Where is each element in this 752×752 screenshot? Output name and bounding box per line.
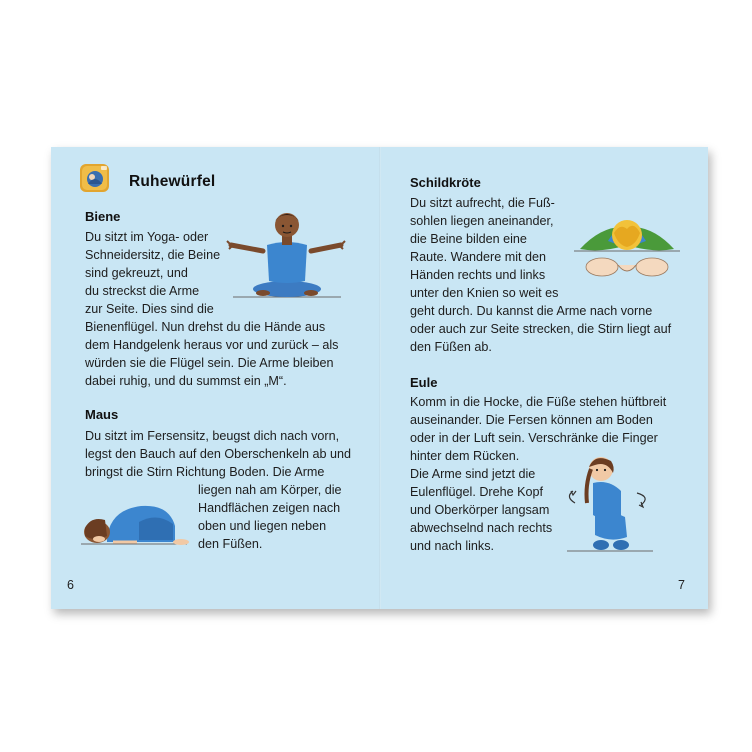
eule-line: hinter dem Rücken. (410, 449, 520, 463)
page-number-left: 6 (67, 578, 74, 592)
heading-eule: Eule (410, 375, 438, 390)
maus-line: bringst die Stirn Richtung Boden. Die Arme (85, 465, 325, 479)
maus-line: den Füßen. (198, 537, 263, 551)
schildkroete-line: Raute. Wandere mit den (410, 250, 547, 264)
biene-line: Schneidersitz, die Beine (85, 248, 221, 262)
dice-icon (79, 162, 111, 194)
biene-line: zur Seite. Dies sind die (85, 302, 214, 316)
eule-line: Die Arme sind jetzt die (410, 467, 536, 481)
maus-line: liegen nah am Körper, die (198, 483, 342, 497)
biene-line: würden sie die Flügel sein. Die Arme bleiben (85, 356, 334, 370)
heading-biene: Biene (85, 209, 121, 224)
biene-line: Bienenflügel. Nun drehst du die Hände aus (85, 320, 326, 334)
heading-maus: Maus (85, 407, 119, 422)
schildkroete-line: die Beine bilden eine (410, 232, 527, 246)
page-title: Ruhewürfel (129, 173, 216, 190)
eule-line: auseinander. Die Fersen können am Boden (410, 413, 653, 427)
schildkroete-line: den Füßen ab. (410, 340, 492, 354)
biene-line: dabei ruhig, und du summst ein „M“. (85, 374, 287, 388)
maus-line: legst den Bauch auf den Oberschenkeln ab und (85, 447, 352, 461)
schildkroete-line: unter den Knien so weit es (410, 286, 559, 300)
schildkroete-line: Du sitzt aufrecht, die Fuß- (410, 196, 555, 210)
bee-pose-illustration (223, 207, 349, 305)
schildkroete-line: Händen rechts und links (410, 268, 546, 282)
eule-line: abwechselnd nach rechts (410, 521, 553, 535)
eule-line: Komm in die Hocke, die Füße stehen hüftbreit (410, 395, 667, 409)
biene-line: du streckst die Arme (85, 284, 200, 298)
maus-line: oben und liegen neben (198, 519, 327, 533)
schildkroete-line: geht durch. Du kannst die Arme nach vorne (410, 304, 653, 318)
biene-line: dem Handgelenk heraus vor und zurück – als (85, 338, 339, 352)
eule-line: und nach links. (410, 539, 495, 553)
eule-line: oder in der Luft sein. Verschränke die Finger (410, 431, 658, 445)
booklet-spread (51, 147, 708, 609)
biene-line: sind gekreuzt, und (85, 266, 188, 280)
heading-schildkroete: Schildkröte (410, 175, 481, 190)
schildkroete-line: oder auch zur Seite strecken, die Stirn liegt auf (410, 322, 672, 336)
turtle-pose-illustration (572, 205, 682, 285)
schildkroete-line: sohlen liegen aneinander, (410, 214, 554, 228)
maus-line: Du sitzt im Fersensitz, beugst dich nach vorn, (85, 429, 340, 443)
eule-line: und Oberkörper langsam (410, 503, 550, 517)
owl-pose-illustration (565, 453, 655, 557)
page-fold (379, 147, 381, 609)
biene-line: Du sitzt im Yoga- oder (85, 230, 209, 244)
page-number-right: 7 (678, 578, 685, 592)
mouse-pose-illustration (77, 492, 193, 554)
eule-line: Eulenflügel. Drehe Kopf (410, 485, 544, 499)
maus-line: Handflächen zeigen nach (198, 501, 341, 515)
